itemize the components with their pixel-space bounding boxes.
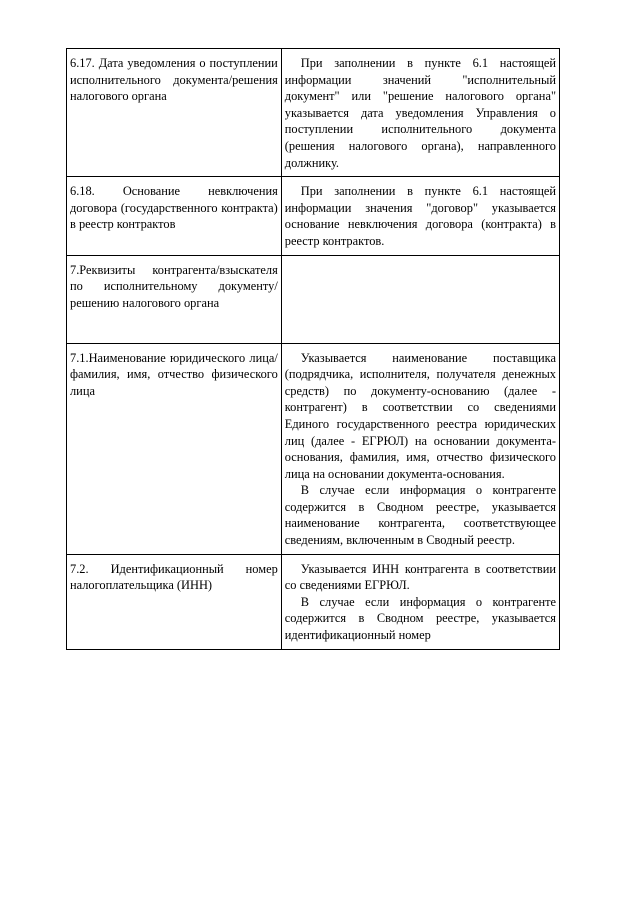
- description-paragraph: При заполнении в пункте 6.1 настоящей информации значений "исполнительный документ" или "решение налогового органа" указывается дата уведомления Управления о поступлении исполнительного документа (решения налогового органа), направленного должнику.: [284, 56, 556, 170]
- field-description-cell: [281, 49, 559, 177]
- field-name: 7.2. Идентификационный номер налогоплательщика (ИНН): [70, 561, 278, 593]
- field-description-cell: [281, 554, 559, 649]
- field-description-cell: [281, 343, 559, 554]
- field-name-cell: [67, 49, 282, 177]
- field-name: 7.1.Наименование юридического лица/фамилия, имя, отчество физического лица: [70, 350, 278, 398]
- table-row: [67, 49, 560, 177]
- field-description-cell: [281, 255, 559, 343]
- requirements-table: [66, 48, 560, 650]
- table-row: [67, 255, 560, 343]
- description-paragraph: В случае если информация о контрагенте содержится в Сводном реестре, указывается наименование контрагента, соответствующее сведениям, включенным в Сводный реестр.: [284, 483, 556, 548]
- field-name: 7.Реквизиты контрагента/взыскателя по исполнительному документу/решению налогового органа: [70, 262, 278, 310]
- field-name: 6.18. Основание невключения договора (государственного контракта) в реестр контрактов: [70, 184, 278, 232]
- description-paragraph: Указывается ИНН контрагента в соответствии со сведениями ЕГРЮЛ.: [284, 561, 556, 593]
- field-name-cell: [67, 255, 282, 343]
- field-name: 6.17. Дата уведомления о поступлении исполнительного документа/решения налогового органа: [70, 56, 278, 104]
- field-name-cell: [67, 554, 282, 649]
- field-description-cell: [281, 177, 559, 255]
- field-name-cell: [67, 177, 282, 255]
- table-row: [67, 554, 560, 649]
- table-row: [67, 177, 560, 255]
- field-name-cell: [67, 343, 282, 554]
- table-row: [67, 343, 560, 554]
- description-paragraph: Указывается наименование поставщика (подрядчика, исполнителя, получателя денежных средств) по документу-основанию (далее - контрагент) в соответствии со сведениями Единого государственного реестра юридических лиц (далее - ЕГРЮЛ) на основании документа-основания, фамилия, имя, отчество физического лица на основании документа-основания.: [284, 350, 556, 481]
- description-paragraph: В случае если информация о контрагенте содержится в Сводном реестре, указывается идентификационный номер: [284, 594, 556, 643]
- description-paragraph: При заполнении в пункте 6.1 настоящей информации значения "договор" указывается основание невключения договора (контракта) в реестр контрактов.: [284, 184, 556, 248]
